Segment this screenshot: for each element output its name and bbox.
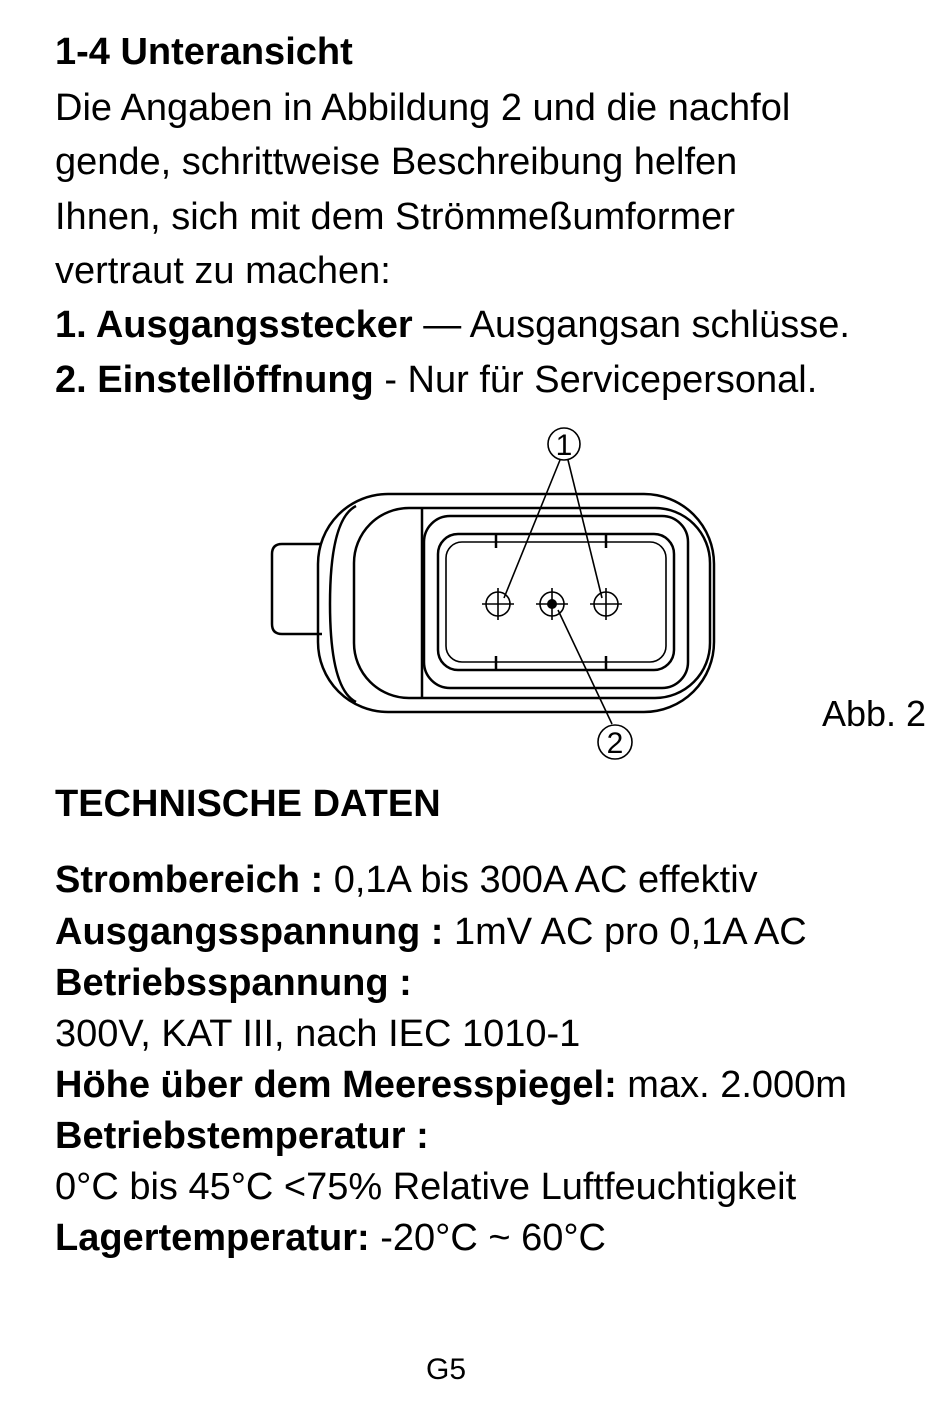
spec-line [55,1165,796,1209]
intro-line-1: Die Angaben in Abbildung 2 und die nachfol [55,87,791,129]
spec-label: Lagertemperatur: [55,1217,370,1259]
intro-line-2: gende, schrittweise Beschreibung helfen [55,141,738,183]
item-adjust-opening [55,358,817,402]
callout-label-1: 1 [555,429,573,462]
spec-label: Höhe über dem Meeresspiegel: [55,1064,617,1106]
item-desc: — Ausgangsan schlüsse. [412,304,850,346]
spec-line [55,910,807,954]
spec-value: 1mV AC pro 0,1A AC [443,911,807,953]
spec-line [55,858,758,902]
spec-label: Betriebstemperatur : [55,1115,429,1157]
leader-line-1-left [504,460,560,598]
spec-value: max. 2.000m [616,1064,847,1106]
spec-value: 0°C bis 45°C <75% Relative Luftfeuchtigkeit [55,1166,797,1208]
section-heading: 1-4 Unteransicht [55,31,353,73]
connector-tab [272,544,322,634]
spec-line [55,1216,606,1260]
spec-line [55,961,412,1005]
spec-value: 300V, KAT III, nach IEC 1010-1 [55,1013,581,1055]
spec-value: -20°C ~ 60°C [369,1217,606,1259]
item-output-plug [55,303,850,347]
spec-label: Strombereich : [55,859,324,901]
spec-value: 0,1A bis 300A AC effektiv [323,859,758,901]
page-number: G5 [425,1353,467,1386]
spec-label: Ausgangsspannung : [55,911,444,953]
spec-line [55,1012,580,1056]
figure-caption: Abb. 2 [822,693,927,734]
tech-heading: TECHNISCHE DATEN [55,783,441,825]
output-pin-right [590,588,622,620]
intro-line-3: Ihnen, sich mit dem Strömmeßumformer [55,196,735,238]
spec-line [55,1063,847,1107]
spec-line [55,1114,429,1158]
callout-label-2: 2 [606,727,624,760]
connector-outer-body [318,494,714,712]
connector-diagram [260,424,730,774]
leader-line-2 [558,610,612,724]
intro-line-4: vertraut zu machen: [55,250,391,292]
item-term: 2. Einstellöffnung [55,359,374,401]
output-pin-left [482,588,514,620]
adjust-opening [536,588,568,620]
spec-label: Betriebsspannung : [55,962,412,1004]
item-desc: - Nur für Servicepersonal. [373,359,818,401]
leader-line-1-right [568,460,602,598]
item-term: 1. Ausgangsstecker [55,304,413,346]
connector-outer-inner-edge [330,506,356,702]
